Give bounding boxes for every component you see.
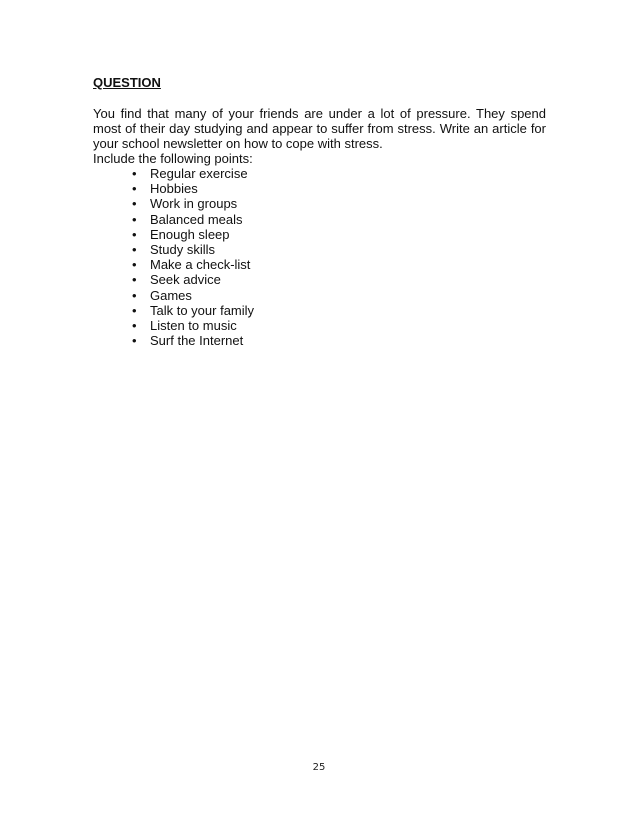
- list-item: [132, 333, 546, 348]
- list-item: [132, 242, 546, 257]
- bullet-icon: •: [132, 211, 137, 227]
- list-item-label: Regular exercise: [150, 166, 248, 181]
- bullet-icon: •: [132, 242, 137, 258]
- list-item-label: Talk to your family: [150, 302, 255, 318]
- list-item: [132, 212, 546, 227]
- list-item-label: Balanced meals: [150, 211, 243, 227]
- bullet-icon: •: [132, 318, 137, 334]
- list-item-label: Seek advice: [150, 272, 221, 288]
- list-item: [132, 166, 546, 181]
- bullet-icon: •: [132, 226, 137, 242]
- bullet-icon: •: [132, 166, 137, 181]
- list-item-label: Hobbies: [150, 181, 198, 197]
- bullet-icon: •: [132, 181, 137, 197]
- list-item: [132, 272, 546, 287]
- bullet-icon: •: [132, 302, 137, 318]
- bullet-icon: •: [132, 257, 137, 273]
- question-paragraph: You find that many of your friends are under a lot of pressure. They spend most of their day studying and appear to suffer from stress. Write an article for your school newsletter on how to cope with stress.: [93, 106, 546, 151]
- list-item: [132, 318, 546, 333]
- page-content: [93, 75, 546, 348]
- list-item: [132, 181, 546, 196]
- list-item-label: Study skills: [150, 242, 216, 258]
- list-item-label: Surf the Internet: [150, 333, 244, 349]
- list-item-label: Work in groups: [150, 196, 238, 212]
- bullet-icon: •: [132, 272, 137, 288]
- bullet-icon: •: [132, 287, 137, 303]
- list-item: [132, 196, 546, 211]
- list-item: [132, 227, 546, 242]
- list-item: [132, 303, 546, 318]
- list-item-label: Listen to music: [150, 318, 237, 334]
- list-item-label: Make a check-list: [150, 257, 251, 273]
- list-item: [132, 257, 546, 272]
- page-number: 25: [312, 762, 326, 773]
- bullet-icon: •: [132, 196, 137, 212]
- points-intro: Include the following points:: [93, 151, 253, 166]
- list-item: [132, 288, 546, 303]
- bullet-icon: •: [132, 333, 137, 349]
- question-heading: QUESTION: [93, 75, 161, 90]
- points-list: [93, 166, 546, 348]
- list-item-label: Games: [150, 287, 192, 303]
- list-item-label: Enough sleep: [150, 226, 230, 242]
